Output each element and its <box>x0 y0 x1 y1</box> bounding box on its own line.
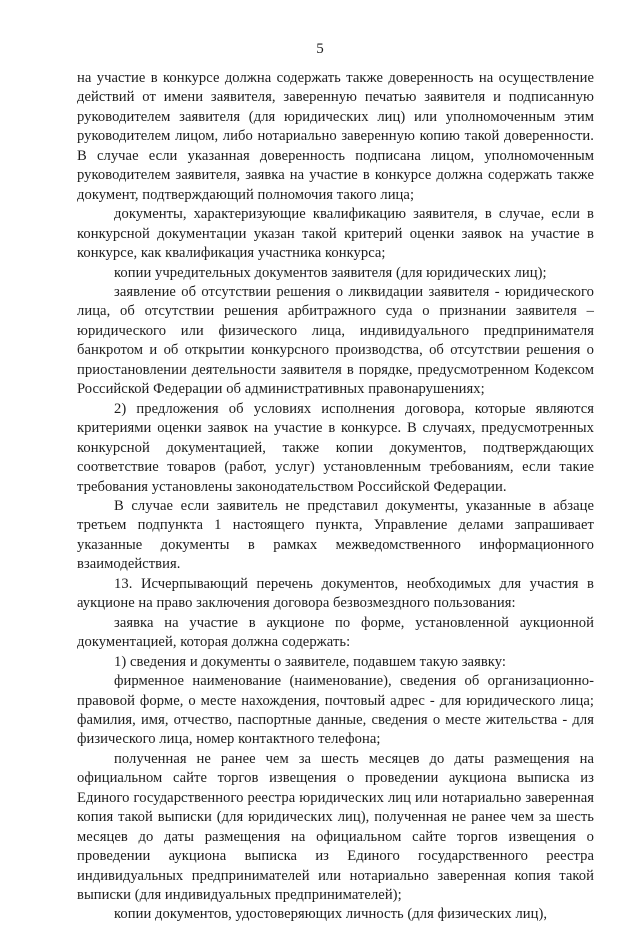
paragraph-item-13: 13. Исчерпывающий перечень документов, необходимых для участия в аукционе на право заключения договора безвозмездного пользования: <box>77 575 594 612</box>
page-number: 5 <box>316 41 324 57</box>
paragraph-contract-proposals: 2) предложения об условиях исполнения договора, которые являются критериями оценки заявок на участие в конкурсе. В случаях, предусмотренных конкурсной документацией, также копии документов, подтверждающих соответствие товаров (работ, услуг) установленным требованиям, если такие требования установлены законодательством Российской Федерации. <box>77 400 594 495</box>
paragraph-continuation: на участие в конкурсе должна содержать также доверенность на осуществление действий от имени заявителя, заверенную печатью заявителя и подписанную руководителем заявителя (для юридических лиц) или уполномоченным этим руководителем лицом, либо нотариально заверенную копию такой доверенности. В случае если указанная доверенность подписана лицом, уполномоченным руководителем заявителя, заявка на участие в конкурсе должна содержать также документ, подтверждающий полномочия такого лица; <box>77 70 594 203</box>
paragraph-company-name: фирменное наименование (наименование), сведения об организационно-правовой форме, о месте нахождения, почтовый адрес - для юридического лица; фамилия, имя, отчество, паспортные данные, сведения о месте жительства - для физического лица, номер контактного телефона; <box>77 673 594 748</box>
paragraph-qualification-docs: документы, характеризующие квалификацию заявителя, в случае, если в конкурсной документации указан такой критерий оценки заявок на участие в конкурсе, как квалификация участника конкурса; <box>77 206 594 262</box>
document-body <box>77 69 594 925</box>
paragraph-interagency-request: В случае если заявитель не представил документы, указанные в абзаце третьем подпункта 1 настоящего пункта, Управление делами запрашивает указанные документы в рамках межведомственного информационного взаимодействия. <box>77 497 594 573</box>
paragraph-applicant-info: 1) сведения и документы о заявителе, подавшем такую заявку: <box>114 653 506 670</box>
paragraph-no-liquidation-statement: заявление об отсутствии решения о ликвидации заявителя - юридического лица, об отсутствии решения арбитражного суда о признании заявителя – юридического или физического лица, индивидуального предпринимателя банкротом и об открытии конкурсного производства, об отсутствии решения о приостановлении деятельности заявителя в порядке, предусмотренном Кодексом Российской Федерации об административных правонарушениях; <box>77 283 594 398</box>
paragraph-auction-application: заявка на участие в аукционе по форме, установленной аукционной документацией, которая должна содержать: <box>77 614 594 651</box>
paragraph-founding-docs: копии учредительных документов заявителя (для юридических лиц); <box>114 264 547 281</box>
paragraph-identity-docs: копии документов, удостоверяющих личность (для физических лиц), <box>114 906 548 923</box>
paragraph-registry-extract: полученная не ранее чем за шесть месяцев до даты размещения на официальном сайте торгов извещения о проведении аукциона выписка из Единого государственного реестра юридических лиц или нотариально заверенная копия такой выписки (для юридических лиц), полученная не ранее чем за шесть месяцев до даты размещения на официальном сайте торгов извещения о проведении аукциона выписка из Единого государственного реестра индивидуальных предпринимателей или нотариально заверенная копия такой выписки (для индивидуальных предпринимателей); <box>77 750 594 904</box>
